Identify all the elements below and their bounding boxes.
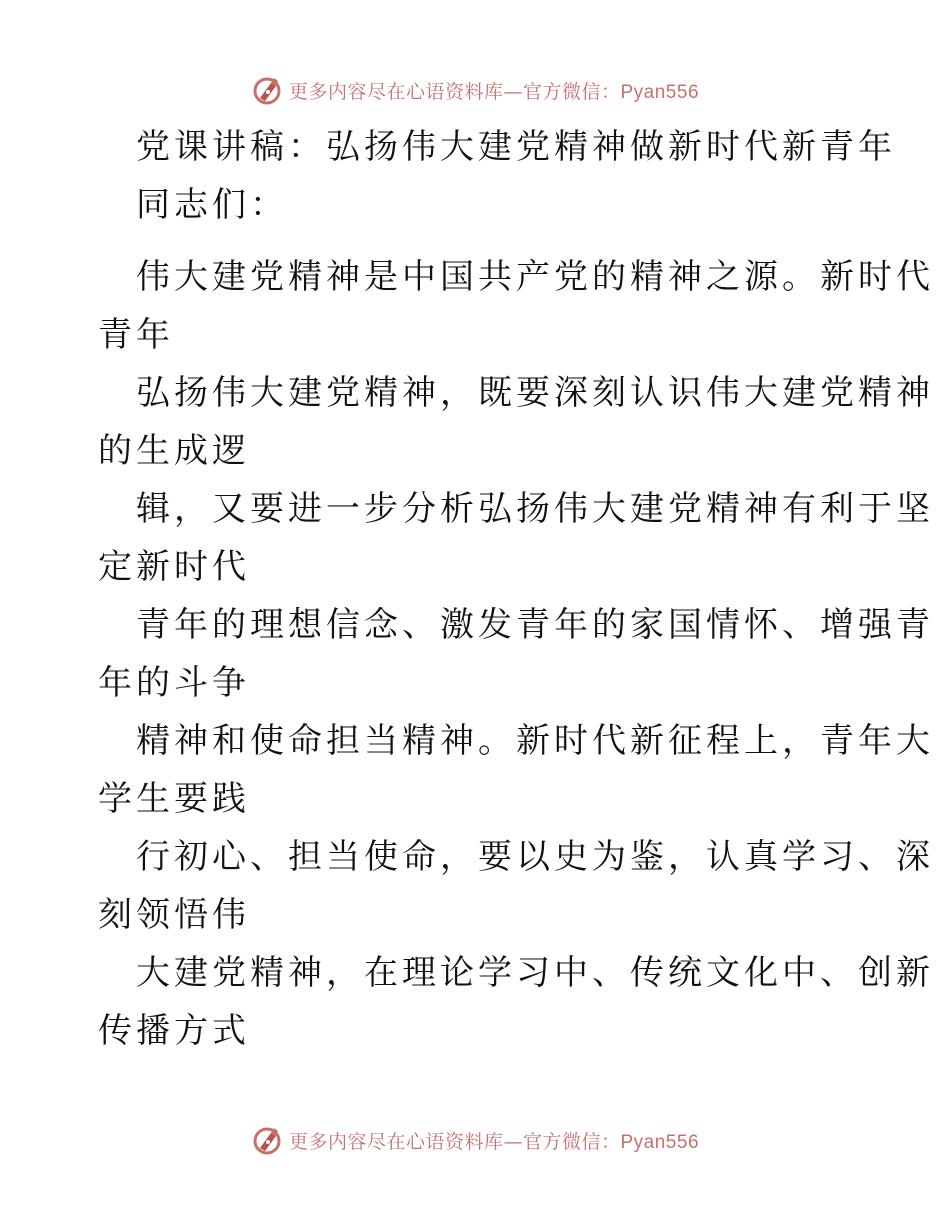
body-line: 青年的理想信念、激发青年的家国情怀、增强青 (136, 605, 934, 645)
pen-nib-circle-icon (251, 74, 283, 106)
body-line: 传播方式 (98, 1011, 250, 1051)
pen-nib-circle-icon (251, 1124, 283, 1156)
body-line: 精神和使命担当精神。新时代新征程上，青年大 (136, 721, 934, 761)
body-line: 青年 (98, 315, 174, 355)
body-line: 学生要践 (98, 779, 250, 819)
body-line: 的生成逻 (98, 431, 250, 471)
body-line: 伟大建党精神是中国共产党的精神之源。新时代 (136, 257, 934, 297)
body-line: 刻领悟伟 (98, 895, 250, 935)
watermark-text: 更多内容尽在心语资料库—官方微信：Pyan556 (288, 80, 700, 103)
body-line: 年的斗争 (98, 663, 250, 703)
footer-watermark (0, 1122, 950, 1158)
document-body (98, 118, 934, 1060)
salutation: 同志们： (136, 185, 288, 225)
body-line: 辑，又要进一步分析弘扬伟大建党精神有利于坚 (136, 489, 934, 529)
document-title: 党课讲稿：弘扬伟大建党精神做新时代新青年 (136, 127, 896, 167)
watermark-text: 更多内容尽在心语资料库—官方微信：Pyan556 (288, 1130, 700, 1153)
body-line: 弘扬伟大建党精神，既要深刻认识伟大建党精神 (136, 373, 934, 413)
body-line: 行初心、担当使命，要以史为鉴，认真学习、深 (136, 837, 934, 877)
body-line: 大建党精神，在理论学习中、传统文化中、创新 (136, 953, 934, 993)
body-line: 定新时代 (98, 547, 250, 587)
header-watermark (0, 72, 950, 108)
